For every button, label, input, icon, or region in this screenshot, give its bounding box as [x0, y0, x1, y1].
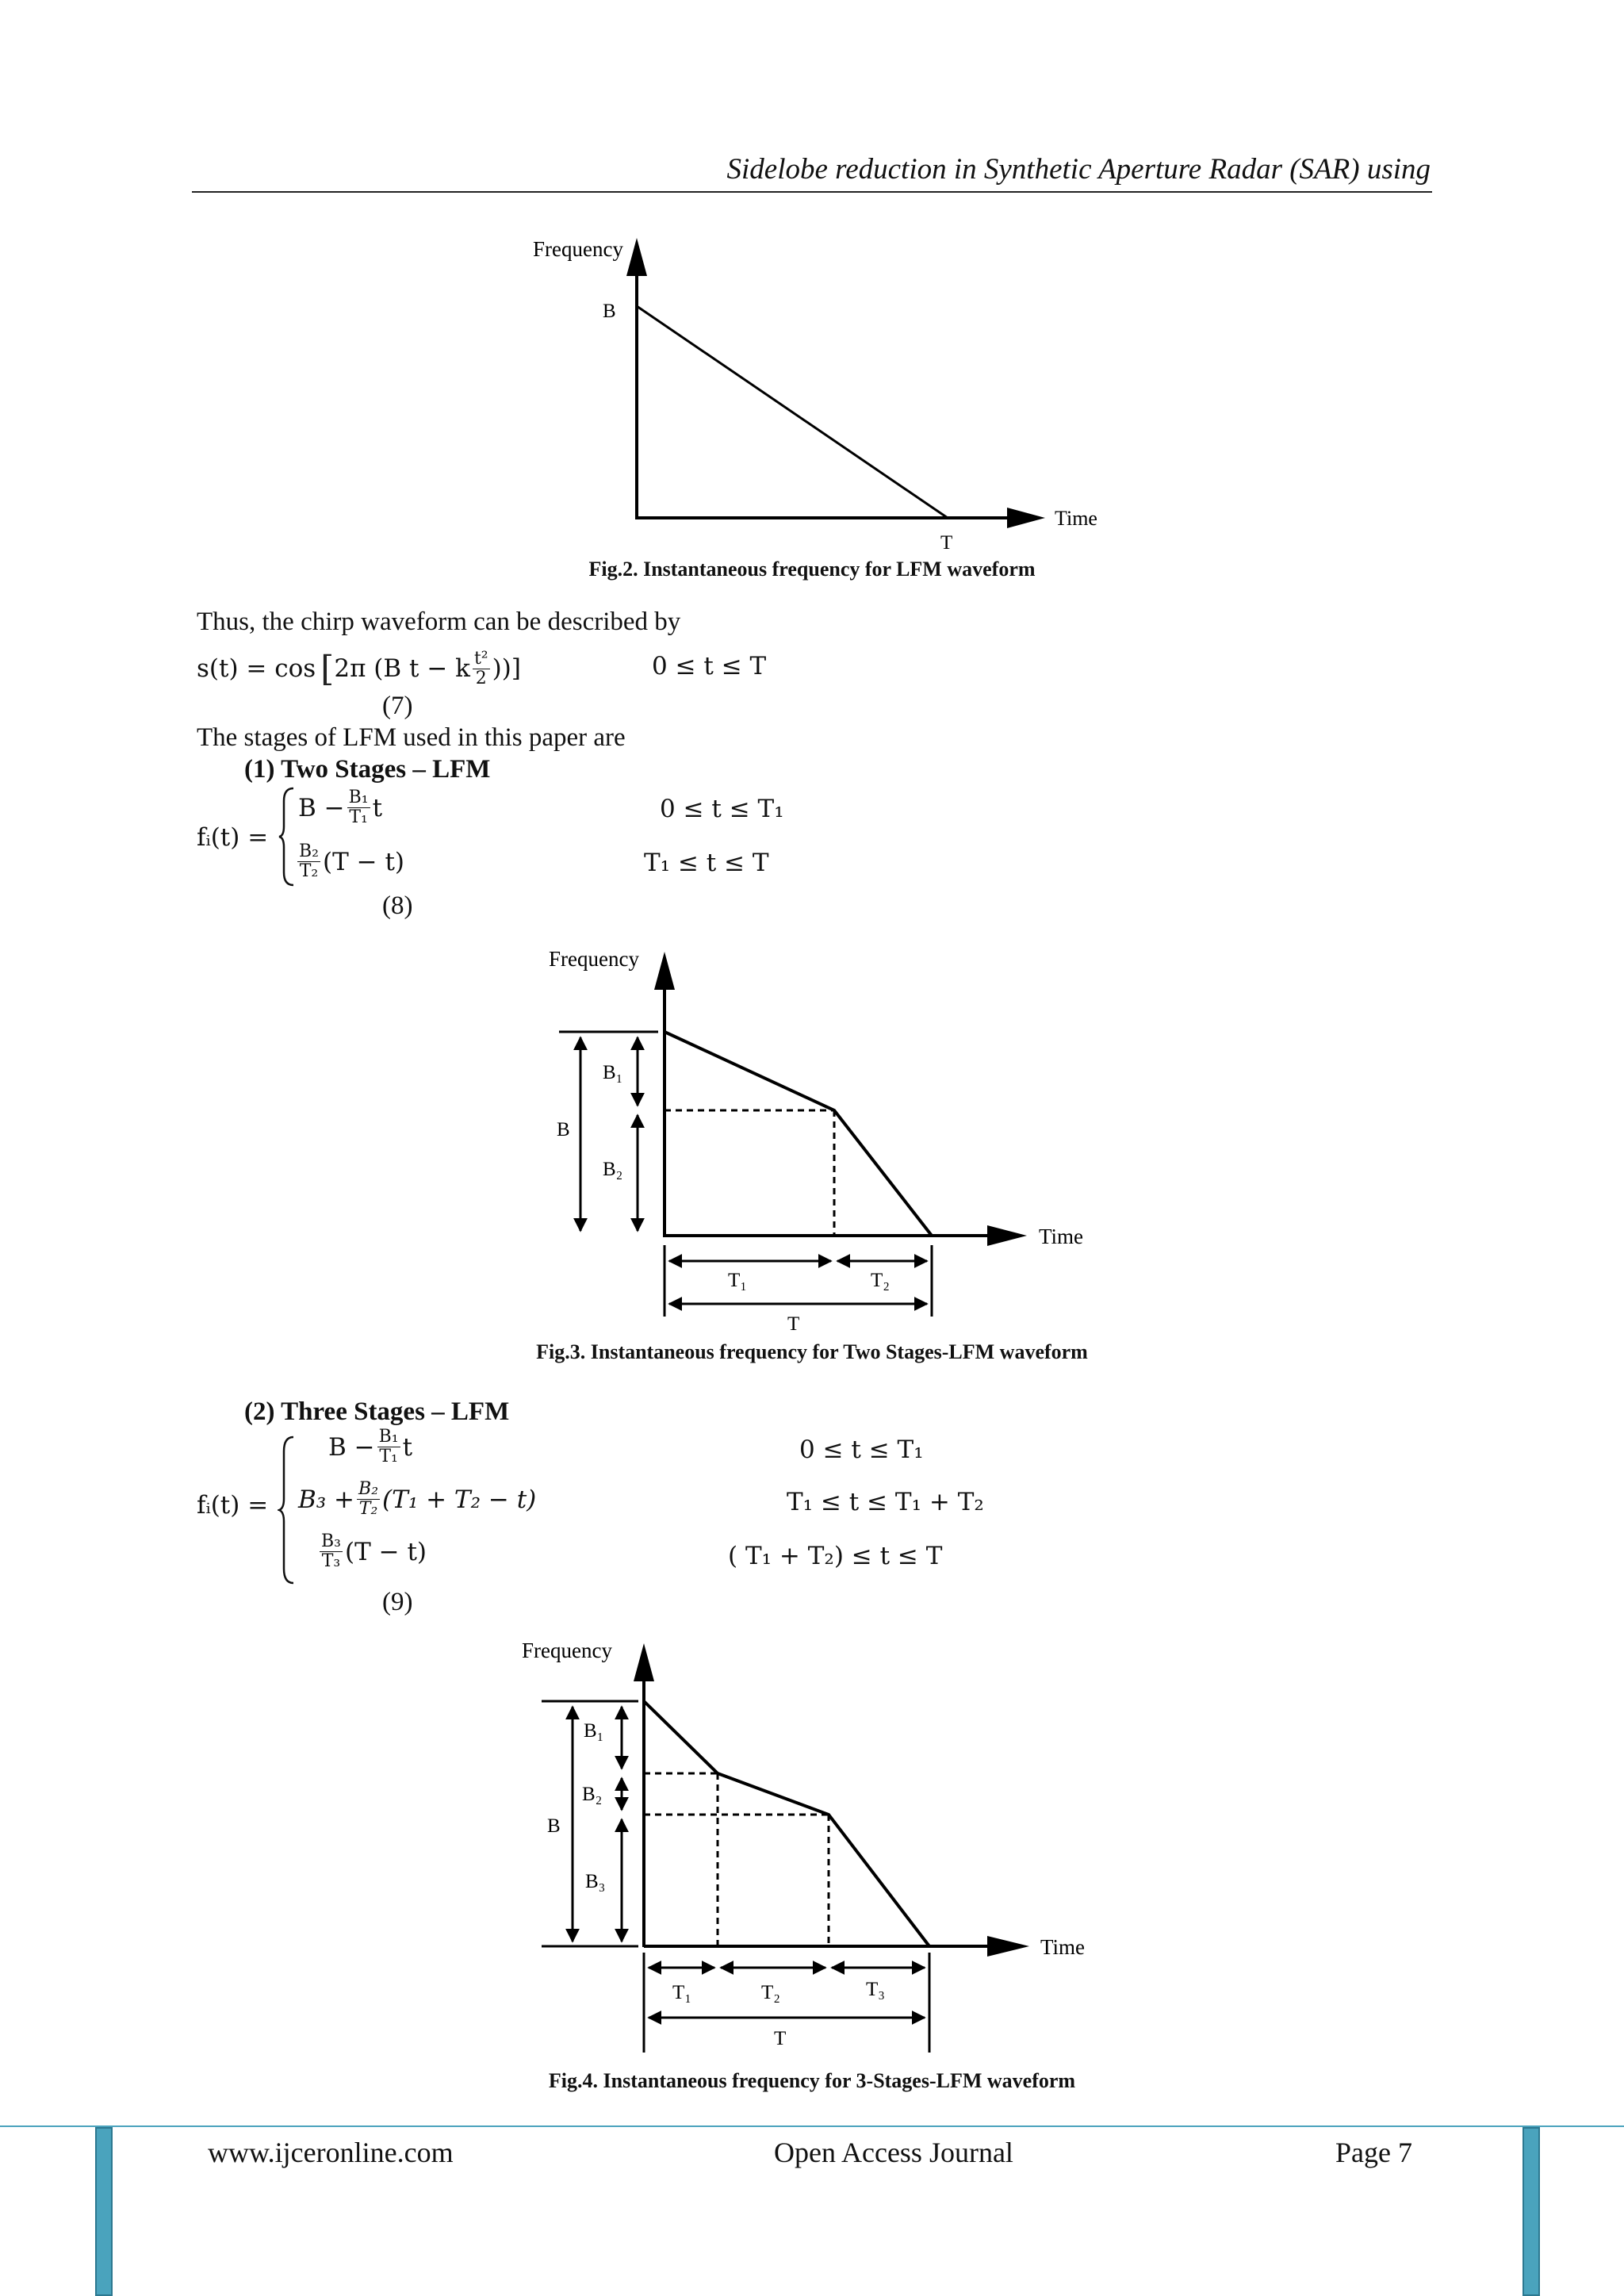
eq9-r1-num: B₁: [378, 1427, 399, 1447]
fig4-t-label: T: [774, 2028, 787, 2049]
fig2-caption: Fig.2. Instantaneous frequency for LFM waveform: [588, 558, 1036, 581]
fig3-t2-label: T₂: [871, 1270, 890, 1291]
heading-two-stages: (1) Two Stages – LFM: [244, 755, 491, 784]
heading-three-stages: (2) Three Stages – LFM: [244, 1397, 510, 1426]
fig4-b1-label: B₁: [584, 1720, 604, 1742]
fig3-b-label: B: [557, 1119, 570, 1140]
fig4-caption: Fig.4. Instantaneous frequency for 3-Stages-LFM waveform: [548, 2069, 1076, 2092]
footer-rule: [0, 2125, 1624, 2127]
fig3-x-arrowhead: [987, 1225, 1027, 1246]
fig3-frequency-line: [665, 1032, 932, 1236]
eq9-r2-range: T₁ ≤ t ≤ T₁ + T₂: [787, 1488, 984, 1516]
fig2-x-arrowhead: [1007, 508, 1045, 528]
eq9-r1-pre: B −: [328, 1432, 375, 1462]
eq7-number: (7): [382, 692, 413, 720]
paragraph-stages: The stages of LFM used in this paper are: [197, 723, 626, 752]
eq9-r1-range: 0 ≤ t ≤ T₁: [799, 1435, 924, 1464]
eq9-row-2: [298, 1480, 536, 1519]
eq9-r1-post: t: [402, 1432, 413, 1462]
running-header: Sidelobe reduction in Synthetic Aperture Radar (SAR) using: [726, 153, 1431, 186]
eq8-r1-fraction: [347, 788, 370, 827]
eq8-r1-num: B₁: [348, 788, 369, 807]
fig3-t-label: T: [787, 1313, 800, 1335]
figure-2: [0, 0, 1624, 603]
fig4-t3-label: T₃: [866, 1979, 885, 2000]
fig2-b-label: B: [603, 301, 616, 322]
equation-7: [197, 641, 521, 696]
eq8-brace: [278, 785, 297, 888]
eq8-row-2: [295, 842, 404, 881]
eq7-frac-num: t²: [473, 648, 488, 669]
eq7-close: ))]: [492, 654, 521, 683]
fig3-caption: Fig.3. Instantaneous frequency for Two Stages-LFM waveform: [536, 1340, 1088, 1363]
eq8-row-1: [298, 788, 382, 827]
eq9-r2-post: (T₁ + T₂ − t): [382, 1485, 537, 1514]
eq9-brace: [278, 1434, 297, 1586]
footer-journal: Open Access Journal: [774, 2137, 1013, 2168]
fig4-b-label: B: [547, 1815, 561, 1837]
eq9-r3-range: ( T₁ + T₂) ≤ t ≤ T: [728, 1542, 943, 1570]
eq9-r2-den: T₂: [358, 1499, 378, 1519]
eq7-range: 0 ≤ t ≤ T: [652, 652, 767, 680]
eq8-lhs: fᵢ(t) =: [197, 823, 269, 852]
fig2-y-arrowhead: [626, 238, 647, 276]
fig4-x-axis-label: Time: [1040, 1935, 1086, 1959]
fig4-t2-label: T₂: [761, 1982, 780, 2003]
footer-right-bar: [1522, 2127, 1540, 2296]
eq8-r2-den: T₂: [299, 861, 319, 881]
eq8-r1-den: T₁: [349, 807, 368, 827]
eq9-r1-fraction: [377, 1428, 400, 1466]
eq7-inner: 2π (B t − k: [334, 654, 470, 683]
fig4-b2-label: B₂: [582, 1784, 603, 1805]
fig4-t1-label: T₁: [672, 1982, 691, 2003]
eq9-r2-num: B₂: [358, 1479, 379, 1499]
eq9-r3-num: B₃: [321, 1531, 341, 1551]
fig3-y-axis-label: Frequency: [549, 947, 639, 971]
eq9-r2-pre: B₃ +: [298, 1485, 355, 1514]
eq9-r2-fraction: [357, 1480, 380, 1519]
fig2-x-axis-label: Time: [1055, 507, 1097, 530]
eq9-row-1: [328, 1428, 412, 1466]
footer-website: www.ijceronline.com: [208, 2137, 454, 2168]
fig2-frequency-line: [637, 306, 948, 518]
eq7-lhs: s(t) = cos: [197, 654, 316, 683]
eq8-r1-range: 0 ≤ t ≤ T₁: [660, 795, 784, 823]
eq7-fraction: [473, 650, 490, 688]
eq9-row-3: [317, 1532, 427, 1571]
fig3-t1-label: T₁: [728, 1270, 747, 1291]
eq8-r2-fraction: [297, 842, 320, 881]
footer-left-bar: [95, 2127, 113, 2296]
eq8-number: (8): [382, 891, 413, 920]
figure-3: [0, 936, 1624, 1364]
fig3-b1-label: B₁: [603, 1062, 623, 1083]
fig2-y-axis-label: Frequency: [533, 237, 623, 261]
fig4-y-arrowhead: [634, 1643, 654, 1681]
eq8-r2-num: B₂: [299, 841, 319, 861]
fig3-y-arrowhead: [654, 952, 675, 990]
eq8-r1-post: t: [372, 793, 383, 822]
footer-page-number: Page 7: [1335, 2137, 1412, 2168]
fig4-frequency-line: [644, 1701, 929, 1946]
fig3-x-axis-label: Time: [1039, 1225, 1084, 1248]
fig4-b3-label: B₃: [585, 1871, 606, 1892]
eq9-r3-post: (T − t): [345, 1537, 427, 1566]
eq7-open-bracket: [: [320, 648, 335, 689]
eq8-r1-pre: B −: [298, 793, 345, 822]
eq9-number: (9): [382, 1588, 413, 1616]
fig4-x-arrowhead: [987, 1936, 1029, 1957]
eq7-frac-den: 2: [475, 668, 487, 688]
figure-4: [0, 1626, 1624, 2070]
eq9-r3-den: T₃: [321, 1551, 341, 1571]
eq8-r2-range: T₁ ≤ t ≤ T: [644, 849, 769, 877]
fig3-b2-label: B₂: [603, 1159, 623, 1180]
eq9-r3-fraction: [320, 1532, 343, 1571]
eq9-r1-den: T₁: [379, 1447, 398, 1466]
eq9-lhs: fᵢ(t) =: [197, 1491, 269, 1520]
paragraph-chirp: Thus, the chirp waveform can be described by: [197, 608, 681, 636]
fig4-y-axis-label: Frequency: [522, 1639, 612, 1662]
eq8-r2-post: (T − t): [323, 847, 405, 876]
fig2-t-label: T: [940, 532, 953, 554]
